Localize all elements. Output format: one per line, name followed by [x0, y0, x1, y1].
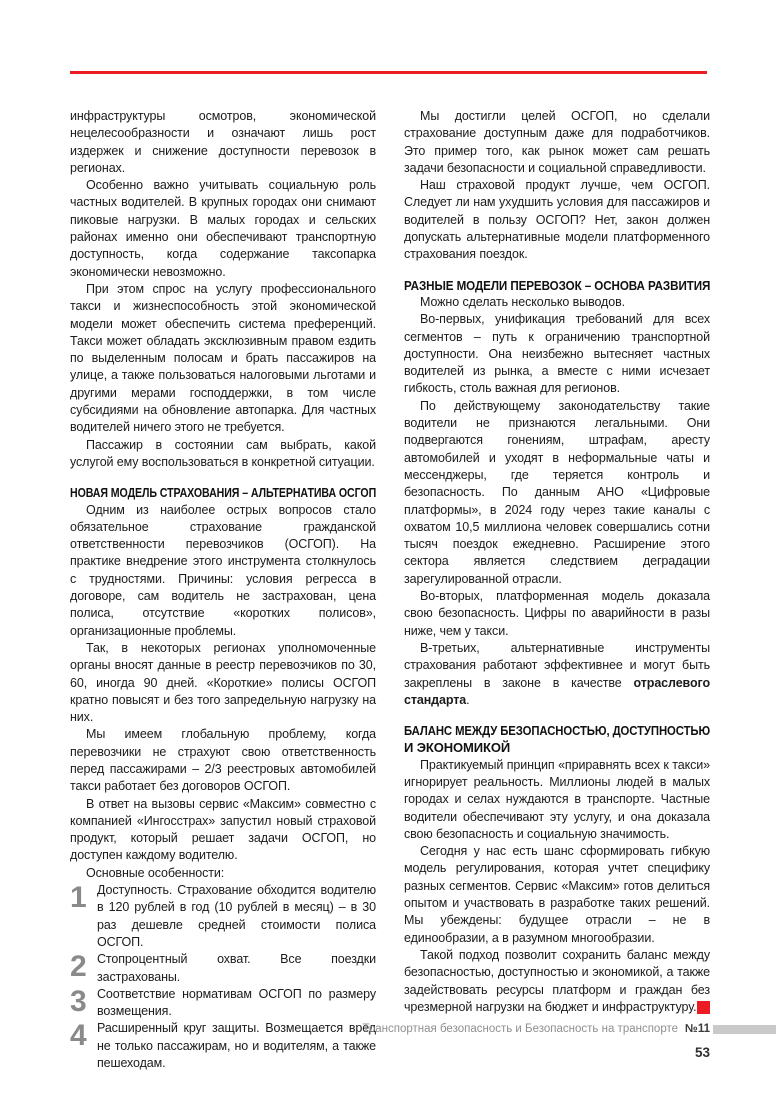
list-item: [70, 882, 376, 951]
paragraph: По действующему законодательству такие водители не признаются легальными. Они подвергаются гонениям, штрафам, аресту автомобилей и уходят в неформальные чаты и мессенджеры, где теряется контроль и безопасность. По данным АНО «Цифровые платформы», в 2024 году через такие каналы с охватом 10,5 миллиона человек совершались сотни тысяч поездок ежедневно. Расширение этого сектора является следствием деградации зарегулированной отрасли.: [404, 398, 710, 586]
paragraph-text: Такой подход позволит сохранить баланс между безопасностью, доступностью и экономикой, а также задействовать ресурсы платформ и граждан без чрезмерной нагрузки на бюджет и инфраструктуру.: [404, 947, 710, 1014]
paragraph: Можно сделать несколько выводов.: [420, 294, 626, 309]
section-heading: [404, 277, 710, 294]
paragraph: Особенно важно учитывать социальную роль частных водителей. В крупных городах они снимают пиковые нагрузки. В малых городах и сельских районах именно они обеспечивают транспортную доступность, когда содержание таксопарка экономически невозможно.: [70, 178, 376, 279]
list-item-number: 1: [70, 881, 86, 915]
footer-journal-title: Транспортная безопасность и Безопасность на транспорте: [362, 1023, 679, 1035]
paragraph: Во-вторых, платформенная модель доказала свою безопасность. Цифры по аварийности в разы ниже, чем у такси.: [404, 589, 710, 638]
paragraph: Сегодня у нас есть шанс сформировать гибкую модель регулирования, которая учтет специфику разных сегментов. Сервис «Максим» готов делиться опытом и участвовать в разработке таких решений. Мы убеждены: будущее отрасли – не в единообразии, а в разумном многообразии.: [404, 844, 710, 945]
paragraph: Одним из наиболее острых вопросов стало обязательное страхование гражданской ответственности перевозчиков (ОСГОП). На практике внедрение этого инструмента столкнулось с трудностями. Причины: условия регресса в договоре, сам водитель не застрахован, цена полиса, отсутствие «коротких полисов», организационные проблемы.: [70, 502, 376, 638]
paragraph-text: В-третьих, альтернативные инструменты страхования работают эффективнее и могут быть закреплены в законе в качестве: [404, 640, 710, 690]
paragraph: Так, в некоторых регионах уполномоченные органы вносят данные в реестр перевозчиков по 30, 60, иногда 90 дней. «Короткие» полисы ОСГОП кратно повысят и без того запредельную нагрузку на них.: [70, 640, 376, 725]
paragraph: В ответ на вызовы сервис «Максим» совместно с компанией «Ингосстрах» запустил новый страховой продукт, который решает задачи ОСГОП, но доступен каждому водителю.: [70, 796, 376, 863]
list-item-number: 2: [70, 950, 86, 984]
list-item-text: Стопроцентный охват. Все поездки застрахованы.: [97, 952, 376, 984]
paragraph: Во-первых, унификация требований для всех сегментов – путь к ограничению транспортной доступности. Она неизбежно вытесняет частных водителей из рынка, а вместе с ними исчезает гибкость, столь важная для регионов.: [404, 312, 710, 396]
paragraph: Мы имеем глобальную проблему, когда перевозчики не страхуют свою ответственность перед пассажирами – 2/3 реестровых автомобилей такси работает без договоров ОСГОП.: [70, 727, 376, 794]
column-right: [404, 108, 710, 1016]
column-left: [70, 108, 376, 1072]
paragraph-text: .: [466, 692, 470, 707]
section-heading-text: БАЛАНС МЕЖДУ БЕЗОПАСНОСТЬЮ, ДОСТУПНОСТЬЮ: [404, 723, 711, 739]
section-heading-text: И ЭКОНОМИКОЙ: [404, 740, 511, 756]
section-heading: [70, 484, 376, 501]
footer-bar: [713, 1025, 776, 1034]
footer-issue-number: №11: [685, 1023, 710, 1035]
paragraph: инфраструктуры осмотров, экономической нецелесообразности и означают лишь рост издержек и снижение доступности перевозок в регионах.: [70, 109, 376, 175]
paragraph-with-emphasis: [404, 640, 710, 709]
list-item-text: Соответствие нормативам ОСГОП по размеру возмещения.: [97, 986, 376, 1019]
numbered-list: [70, 882, 376, 1072]
footer-journal-line: [0, 1023, 710, 1036]
section-heading-text: РАЗНЫЕ МОДЕЛИ ПЕРЕВОЗОК – ОСНОВА РАЗВИТИЯ: [404, 277, 711, 293]
section-heading: [404, 722, 710, 757]
closing-paragraph: [404, 947, 710, 1016]
paragraph: Наш страховой продукт лучше, чем ОСГОП. Следует ли нам ухудшить условия для пассажиров и водителей в пользу ОСГОП? Нет, закон должен допускать альтернативные модели платформенного страхования поездок.: [404, 178, 710, 262]
list-item: [70, 951, 376, 986]
paragraph: Пассажир в состоянии сам выбрать, какой услугой ему воспользоваться в конкретной ситуации.: [70, 437, 376, 469]
section-heading-text: НОВАЯ МОДЕЛЬ СТРАХОВАНИЯ – АЛЬТЕРНАТИВА ОСГОП: [70, 485, 377, 501]
paragraph: При этом спрос на услугу профессионального такси и жизнеспособность этой экономической модели может обеспечить система преференций. Такси может обладать эксклюзивным правом ездить по выделенным полосам и брать пассажиров на улице, а также пользоваться налоговыми льготами и другими мерами господдержки, в том числе субсидиями на обновление автопарка. Для частных водителей ничего этого не требуется.: [70, 281, 376, 435]
paragraph: Практикуемый принцип «приравнять всех к такси» игнорирует реальность. Миллионы людей в малых городах и селах нуждаются в транспорте. Частные водители обеспечивают эту услугу, и она доказала свою безопасность и социальную значимость.: [404, 757, 710, 841]
list-item-number: 4: [70, 1019, 86, 1053]
paragraph: Основные особенности:: [86, 865, 225, 880]
end-of-article-marker-icon: [697, 1001, 710, 1014]
top-rule: [70, 71, 707, 74]
list-item-text: Доступность. Страхование обходится водителю в 120 рублей в год (10 рублей в месяц) – в 30 раз дешевле средней стоимости полиса ОСГОП.: [97, 883, 376, 949]
emphasized-text: отраслевого стандарта: [404, 675, 710, 707]
list-item: [70, 986, 376, 1021]
page-number: 53: [694, 1045, 710, 1060]
list-item-text: Расширенный круг защиты. Возмещается вред не только пассажирам, но и водителям, а также пешеходам.: [97, 1021, 376, 1071]
list-item-number: 3: [70, 984, 86, 1018]
paragraph: Мы достигли целей ОСГОП, но сделали страхование доступным даже для подработчиков. Это пример того, как рынок может сам решать задачи безопасности и социальной справедливости.: [404, 109, 710, 175]
